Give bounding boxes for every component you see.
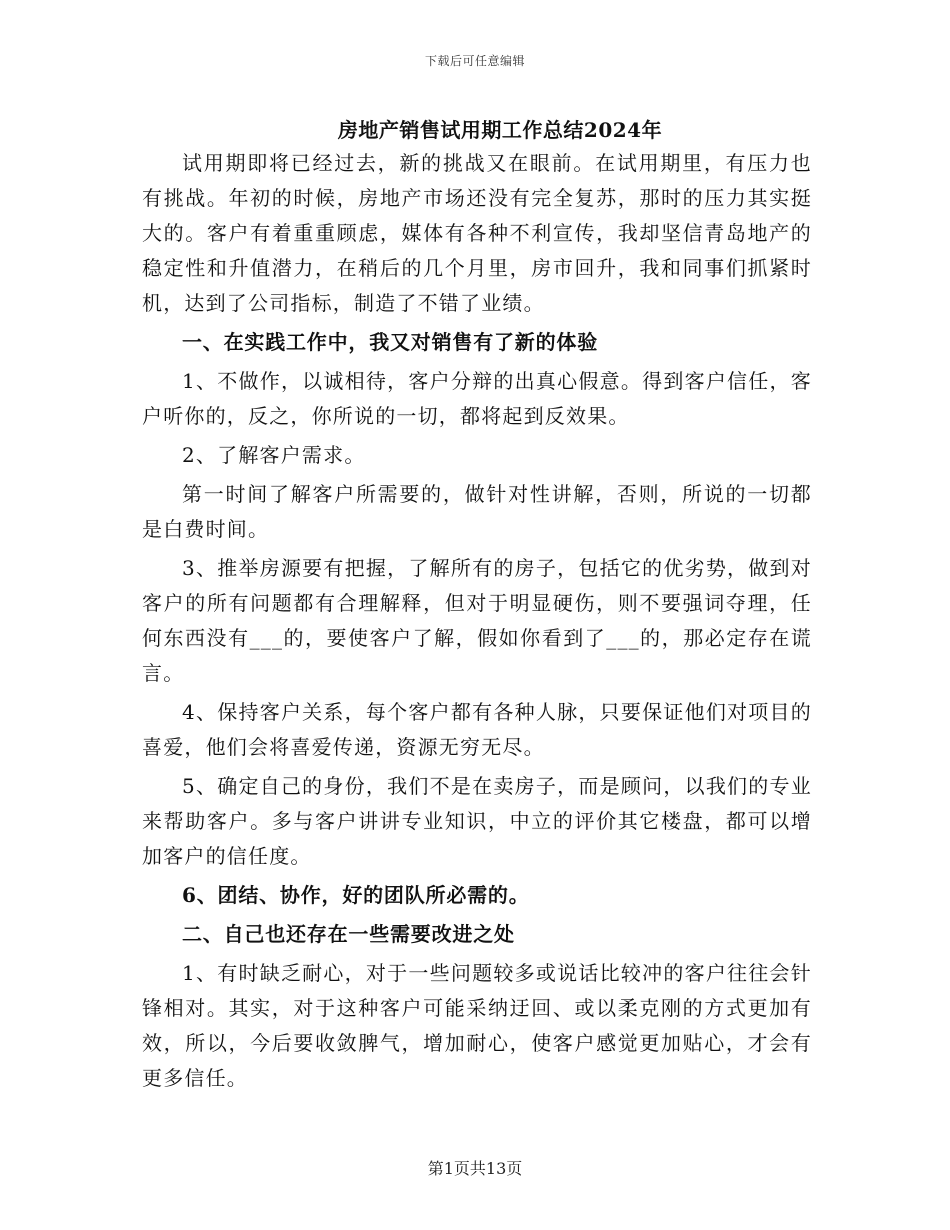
section-heading-2: 二、自己也还存在一些需要改进之处 [182,922,515,946]
paragraph-item-1: 1、不做作，以诚相待，客户分辩的出真心假意。得到客户信任，客户听你的，反之，你所说的一切，都将起到反效果。 [142,369,812,428]
paragraph-item-2-detail: 第一时间了解客户所需要的，做针对性讲解，否则，所说的一切都是白费时间。 [142,482,812,541]
paragraph-item-5: 5、确定自己的身份，我们不是在卖房子，而是顾问，以我们的专业来帮助客户。多与客户讲讲专业知识，中立的评价其它楼盘，都可以增加客户的信任度。 [142,774,812,868]
paragraph-item-4: 4、保持客户关系，每个客户都有各种人脉，只要保证他们对项目的喜爱，他们会将喜爱传递，资源无穷无尽。 [142,700,812,759]
page-number: 第1页共13页 [427,1159,523,1178]
paragraph-improve-1: 1、有时缺乏耐心，对于一些问题较多或说话比较冲的客户往往会针锋相对。其实，对于这种客户可能采纳迂回、或以柔克刚的方式更加有效，所以，今后要收敛脾气，增加耐心，使客户感觉更加贴心，才会有更多信任。 [142,961,812,1090]
document-body [142,146,812,1100]
paragraph-item-3: 3、推举房源要有把握，了解所有的房子，包括它的优劣势，做到对客户的所有问题都有合理解释，但对于明显硬伤，则不要强词夺理，任何东西没有___的，要使客户了解，假如你看到了___的，那必定存在谎言。 [142,556,812,685]
paragraph-intro: 试用期即将已经过去，新的挑战又在眼前。在试用期里，有压力也有挑战。年初的时候，房地产市场还没有完全复苏，那时的压力其实挺大的。客户有着重重顾虑，媒体有各种不利宣传，我却坚信青岛地产的稳定性和升值潜力，在稍后的几个月里，房市回升，我和同事们抓紧时机，达到了公司指标，制造了不错了业绩。 [142,151,812,315]
paragraph-item-2: 2、了解客户需求。 [182,443,366,467]
document-title: 房地产销售试用期工作总结2024年 [337,118,663,142]
paragraph-item-6: 6、团结、协作，好的团队所必需的。 [182,883,530,907]
section-heading-1: 一、在实践工作中，我又对销售有了新的体验 [182,330,598,354]
header-note: 下载后可任意编辑 [424,54,525,68]
